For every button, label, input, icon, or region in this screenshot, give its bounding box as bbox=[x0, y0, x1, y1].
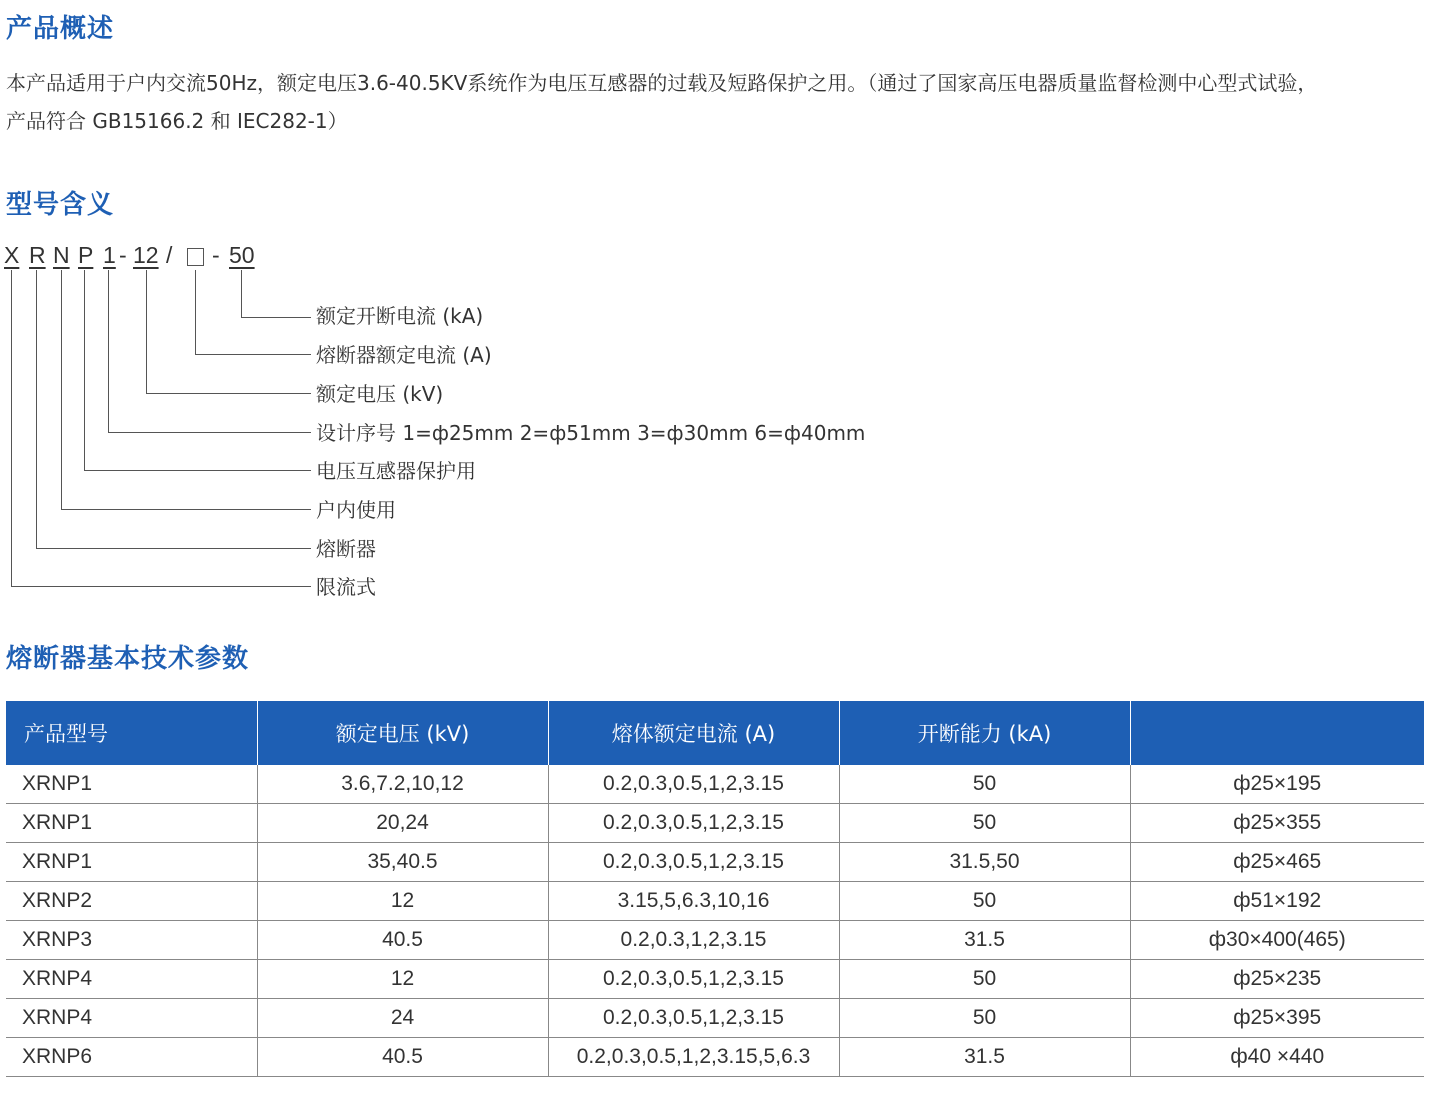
table-row bbox=[6, 960, 1424, 999]
code-char-p: P bbox=[78, 242, 94, 268]
overview-text bbox=[6, 64, 1426, 140]
current-placeholder-box bbox=[187, 248, 204, 266]
cell-size: ф30×400(465) bbox=[1130, 921, 1424, 960]
cell-model: XRNP4 bbox=[6, 960, 257, 999]
cell-voltage: 24 bbox=[257, 999, 548, 1038]
cell-current: 0.2,0.3,1,2,3.15 bbox=[548, 921, 839, 960]
cell-breaking: 31.5 bbox=[839, 921, 1130, 960]
cell-voltage: 12 bbox=[257, 960, 548, 999]
header-fuse-current: 熔体额定电流 (A) bbox=[548, 701, 839, 765]
definition-pt-protection: 电压互感器保护用 bbox=[316, 459, 476, 483]
code-char-50: 50 bbox=[229, 242, 255, 268]
header-model: 产品型号 bbox=[6, 701, 257, 765]
cell-breaking: 50 bbox=[839, 960, 1130, 999]
table-row bbox=[6, 804, 1424, 843]
cell-size: ф25×235 bbox=[1130, 960, 1424, 999]
cell-voltage: 12 bbox=[257, 882, 548, 921]
model-code-diagram bbox=[0, 240, 900, 605]
definition-fuse: 熔断器 bbox=[316, 537, 376, 561]
overview-line-2: 产品符合 GB15166.2 和 IEC282-1） bbox=[6, 109, 348, 133]
cell-breaking: 50 bbox=[839, 999, 1130, 1038]
cell-model: XRNP1 bbox=[6, 804, 257, 843]
cell-breaking: 50 bbox=[839, 765, 1130, 804]
definition-indoor: 户内使用 bbox=[316, 498, 396, 522]
table-row bbox=[6, 882, 1424, 921]
header-dimensions bbox=[1130, 701, 1424, 765]
code-char-slash: / bbox=[166, 242, 173, 268]
overview-line-1: 本产品适用于户内交流50Hz，额定电压3.6-40.5KV系统作为电压互感器的过载及短路保护之用。（通过了国家高压电器质量监督检测中心型式试验， bbox=[6, 71, 1318, 95]
code-char-r: R bbox=[29, 242, 46, 268]
spec-table bbox=[6, 701, 1424, 1077]
cell-current: 0.2,0.3,0.5,1,2,3.15 bbox=[548, 999, 839, 1038]
cell-size: ф25×355 bbox=[1130, 804, 1424, 843]
cell-current: 0.2,0.3,0.5,1,2,3.15,5,6.3 bbox=[548, 1038, 839, 1077]
overview-heading: 产品概述 bbox=[6, 14, 115, 44]
cell-current: 0.2,0.3,0.5,1,2,3.15 bbox=[548, 960, 839, 999]
cell-size: ф51×192 bbox=[1130, 882, 1424, 921]
cell-model: XRNP2 bbox=[6, 882, 257, 921]
code-char-dash-2: - bbox=[212, 242, 220, 268]
cell-model: XRNP1 bbox=[6, 843, 257, 882]
code-char-dash-1: - bbox=[119, 242, 127, 268]
header-breaking-capacity: 开断能力 (kA) bbox=[839, 701, 1130, 765]
cell-current: 3.15,5,6.3,10,16 bbox=[548, 882, 839, 921]
table-row bbox=[6, 765, 1424, 804]
table-header-row bbox=[6, 701, 1424, 765]
cell-current: 0.2,0.3,0.5,1,2,3.15 bbox=[548, 804, 839, 843]
connector-line-1 bbox=[241, 270, 311, 318]
cell-model: XRNP6 bbox=[6, 1038, 257, 1077]
cell-model: XRNP3 bbox=[6, 921, 257, 960]
table-row bbox=[6, 1038, 1424, 1077]
table-row bbox=[6, 999, 1424, 1038]
code-char-12: 12 bbox=[133, 242, 159, 268]
cell-voltage: 3.6,7.2,10,12 bbox=[257, 765, 548, 804]
definition-rated-voltage: 额定电压 (kV) bbox=[316, 382, 444, 406]
tech-params-heading: 熔断器基本技术参数 bbox=[6, 644, 250, 674]
code-char-x: X bbox=[4, 242, 20, 268]
cell-current: 0.2,0.3,0.5,1,2,3.15 bbox=[548, 765, 839, 804]
cell-size: ф25×395 bbox=[1130, 999, 1424, 1038]
cell-breaking: 50 bbox=[839, 882, 1130, 921]
cell-current: 0.2,0.3,0.5,1,2,3.15 bbox=[548, 843, 839, 882]
cell-model: XRNP4 bbox=[6, 999, 257, 1038]
code-char-1: 1 bbox=[103, 242, 116, 268]
definition-breaking-current: 额定开断电流 (kA) bbox=[316, 304, 484, 328]
cell-model: XRNP1 bbox=[6, 765, 257, 804]
code-char-n: N bbox=[53, 242, 70, 268]
cell-voltage: 40.5 bbox=[257, 921, 548, 960]
cell-breaking: 50 bbox=[839, 804, 1130, 843]
cell-size: ф25×465 bbox=[1130, 843, 1424, 882]
table-row bbox=[6, 843, 1424, 882]
header-rated-voltage: 额定电压 (kV) bbox=[257, 701, 548, 765]
definition-current-limiting: 限流式 bbox=[316, 575, 376, 599]
cell-voltage: 40.5 bbox=[257, 1038, 548, 1077]
table-row bbox=[6, 921, 1424, 960]
cell-size: ф25×195 bbox=[1130, 765, 1424, 804]
cell-breaking: 31.5,50 bbox=[839, 843, 1130, 882]
definition-design-number: 设计序号 1=ф25mm 2=ф51mm 3=ф30mm 6=ф40mm bbox=[316, 421, 866, 445]
cell-breaking: 31.5 bbox=[839, 1038, 1130, 1077]
model-meaning-heading: 型号含义 bbox=[6, 190, 115, 220]
cell-size: ф40 ×440 bbox=[1130, 1038, 1424, 1077]
definition-fuse-rated-current: 熔断器额定电流 (A) bbox=[316, 343, 492, 367]
cell-voltage: 20,24 bbox=[257, 804, 548, 843]
cell-voltage: 35,40.5 bbox=[257, 843, 548, 882]
